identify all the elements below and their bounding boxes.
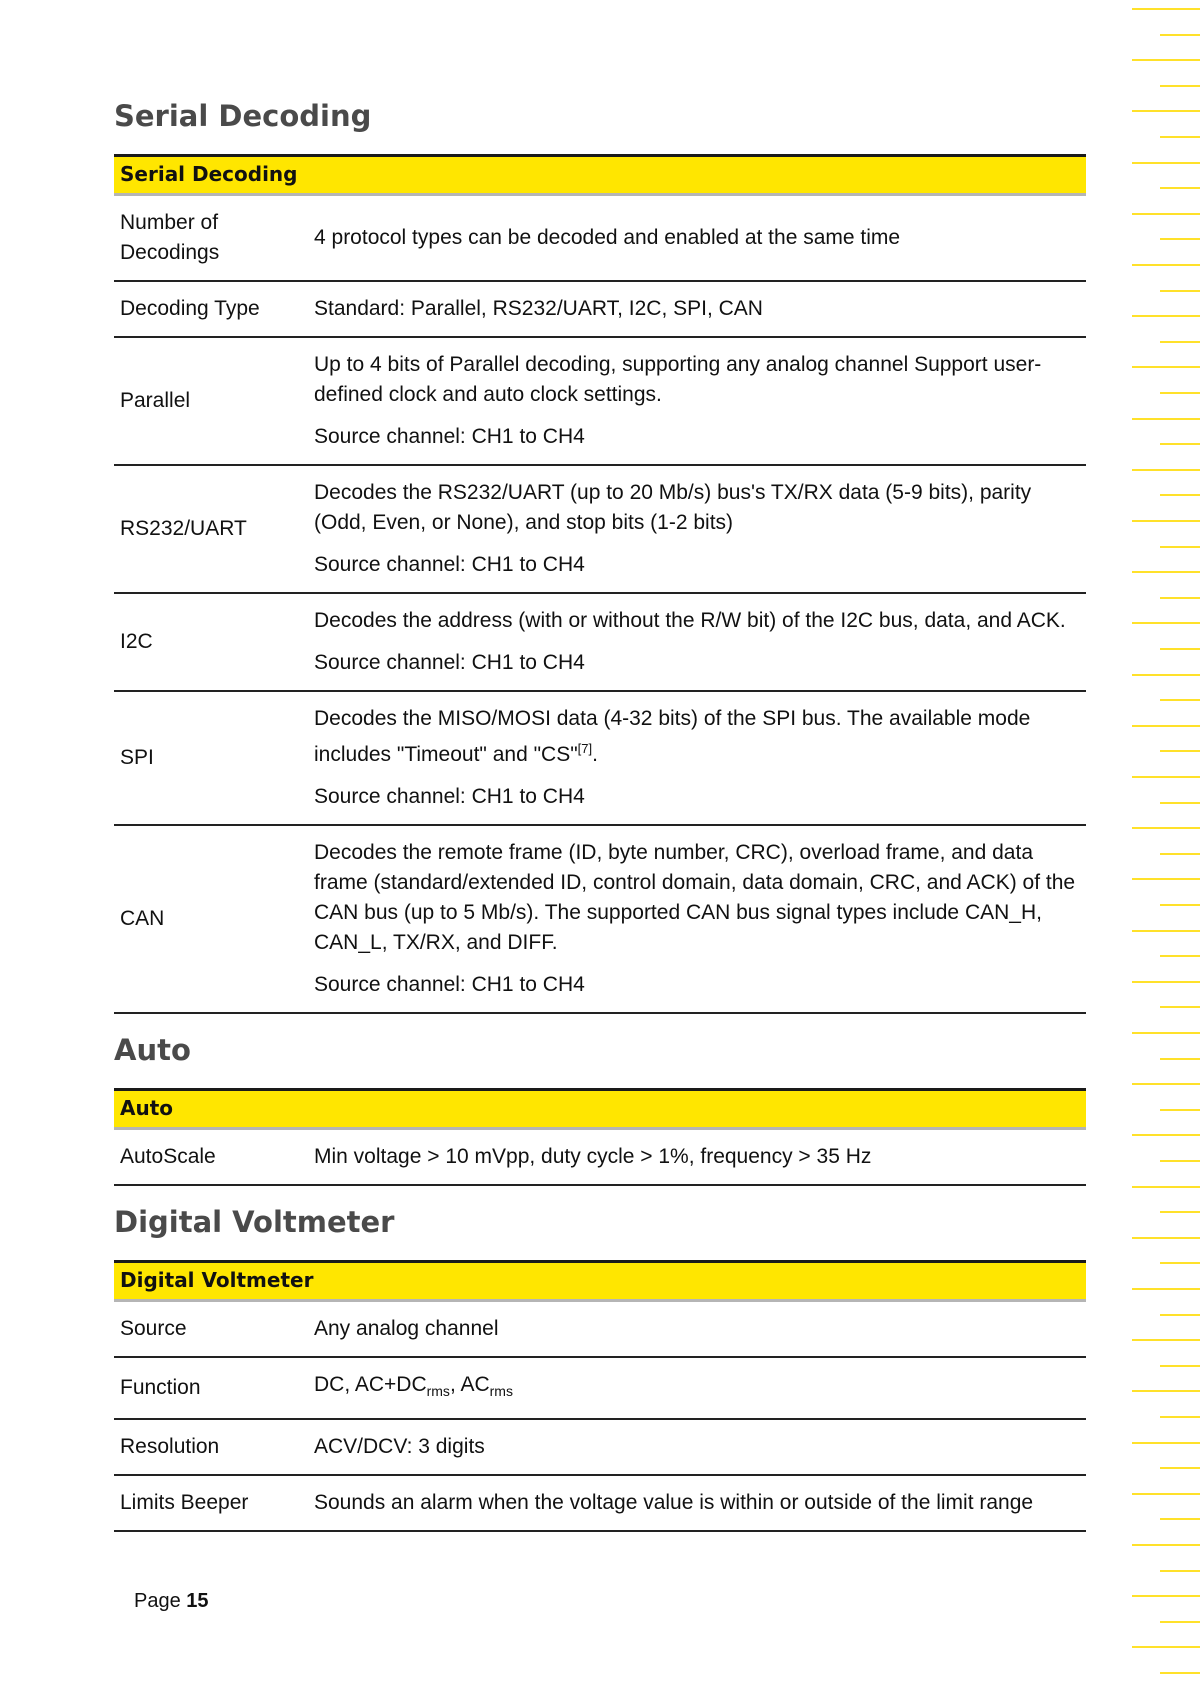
ruler-tick [1160, 1467, 1200, 1469]
ruler-tick [1132, 776, 1200, 778]
ruler-tick [1160, 443, 1200, 445]
ruler-tick [1160, 85, 1200, 87]
table-row [114, 1129, 1086, 1186]
value-paragraph [314, 970, 1080, 1000]
value-paragraph [314, 606, 1080, 636]
ruler-tick [1160, 904, 1200, 906]
value-text: Decodes the address (with or without the R/W bit) of the I2C bus, data, and ACK. [314, 609, 1066, 632]
value-paragraph [314, 478, 1080, 538]
value-text: 4 protocol types can be decoded and enabled at the same time [314, 226, 901, 249]
table-header: Auto [114, 1090, 1086, 1129]
table-row [114, 1419, 1086, 1475]
page-label: Page [134, 1590, 181, 1612]
table-row [114, 1301, 1086, 1358]
footnote-ref: [7] [577, 741, 593, 756]
ruler-tick [1160, 1365, 1200, 1367]
value-text: ACV/DCV: 3 digits [314, 1435, 485, 1459]
ruler-tick [1132, 1339, 1200, 1341]
section-title: Digital Voltmeter [114, 1205, 395, 1239]
ruler-tick [1160, 1058, 1200, 1060]
value-text: Sounds an alarm when the voltage value is within or outside of the limit range [314, 1491, 1034, 1515]
subscript: rms [426, 1383, 450, 1400]
ruler-tick [1132, 1237, 1200, 1239]
ruler-tick [1160, 494, 1200, 496]
spec-table [114, 1260, 1086, 1532]
row-label: Function [114, 1357, 308, 1419]
ruler-tick [1160, 187, 1200, 189]
table-header: Serial Decoding [114, 156, 1086, 195]
value-paragraph [314, 550, 1080, 580]
ruler-tick [1132, 8, 1200, 10]
value-paragraph [314, 1488, 1080, 1518]
ruler-tick [1160, 341, 1200, 343]
ruler-tick [1132, 469, 1200, 471]
ruler-tick [1132, 1646, 1200, 1648]
row-value [308, 691, 1086, 825]
value-text: Min voltage > 10 mVpp, duty cycle > 1%, frequency > 35 Hz [314, 1145, 872, 1168]
ruler-tick [1160, 1160, 1200, 1162]
value-paragraph [314, 350, 1080, 410]
ruler-tick [1160, 1518, 1200, 1520]
row-label: CAN [114, 825, 308, 1013]
row-value [308, 1129, 1086, 1186]
row-value [308, 195, 1086, 282]
table-header: Digital Voltmeter [114, 1262, 1086, 1301]
row-label: I2C [114, 593, 308, 691]
ruler-tick [1132, 981, 1200, 983]
table-row [114, 337, 1086, 465]
ruler-tick [1132, 213, 1200, 215]
value-paragraph [314, 648, 1080, 678]
ruler-tick [1132, 315, 1200, 317]
table-row [114, 1357, 1086, 1419]
value-paragraph [314, 294, 1080, 324]
ruler-tick [1160, 802, 1200, 804]
row-label: Limits Beeper [114, 1475, 308, 1531]
ruler-tick [1132, 1544, 1200, 1546]
ruler-tick [1160, 648, 1200, 650]
ruler-tick [1132, 1083, 1200, 1085]
value-text: Decodes the remote frame (ID, byte number, CRC), overload frame, and data frame (standard/extended ID, control domain, data domain, CRC, and ACK) of the CAN bus (up to 5 Mb/s). The supported CAN bus signal types include CAN_H, CAN_L, TX/RX, and DIFF. [314, 841, 1076, 954]
ruler-tick [1160, 597, 1200, 599]
ruler-tick [1160, 1621, 1200, 1623]
row-value [308, 465, 1086, 593]
ruler-tick [1132, 110, 1200, 112]
row-label: AutoScale [114, 1129, 308, 1186]
ruler-tick [1160, 1314, 1200, 1316]
ruler-tick [1132, 930, 1200, 932]
ruler-tick [1160, 955, 1200, 957]
value-paragraph [314, 1314, 1080, 1344]
ruler-tick [1132, 1134, 1200, 1136]
ruler-tick [1132, 1186, 1200, 1188]
row-value [308, 825, 1086, 1013]
table-row [114, 281, 1086, 337]
row-label: Source [114, 1301, 308, 1358]
value-paragraph [314, 1432, 1080, 1462]
table-row [114, 195, 1086, 282]
ruler-tick [1160, 750, 1200, 752]
value-text: Source channel: CH1 to CH4 [314, 973, 585, 996]
decorative-side-ruler [1132, 0, 1200, 1697]
ruler-tick [1160, 238, 1200, 240]
row-value [308, 1357, 1086, 1419]
ruler-tick [1132, 366, 1200, 368]
row-value [308, 593, 1086, 691]
row-label: Number of Decodings [114, 195, 308, 282]
row-value [308, 1475, 1086, 1531]
ruler-tick [1160, 136, 1200, 138]
table-row [114, 1475, 1086, 1531]
ruler-tick [1132, 674, 1200, 676]
value-text: Source channel: CH1 to CH4 [314, 785, 585, 808]
section-auto [114, 1032, 1086, 1186]
row-label: SPI [114, 691, 308, 825]
row-label: RS232/UART [114, 465, 308, 593]
row-value [308, 337, 1086, 465]
value-text: Source channel: CH1 to CH4 [314, 651, 585, 674]
ruler-tick [1160, 1570, 1200, 1572]
ruler-tick [1160, 1416, 1200, 1418]
ruler-tick [1132, 827, 1200, 829]
value-text: Source channel: CH1 to CH4 [314, 553, 585, 576]
spec-table [114, 154, 1086, 1014]
ruler-tick [1132, 1493, 1200, 1495]
ruler-tick [1132, 878, 1200, 880]
ruler-tick [1132, 59, 1200, 61]
row-value [308, 281, 1086, 337]
value-paragraph: Decodes the MISO/MOSI data (4-32 bits) of the SPI bus. The available mode includes "Timeout" and "CS"[7]. [314, 707, 1031, 766]
row-value [308, 1301, 1086, 1358]
value-paragraph [314, 782, 1080, 812]
spec-table [114, 1088, 1086, 1186]
ruler-tick [1160, 290, 1200, 292]
ruler-tick [1132, 1595, 1200, 1597]
document-body [114, 98, 1086, 1550]
ruler-tick [1160, 699, 1200, 701]
ruler-tick [1160, 1006, 1200, 1008]
ruler-tick [1160, 1262, 1200, 1264]
row-label: Parallel [114, 337, 308, 465]
ruler-tick [1160, 853, 1200, 855]
ruler-tick [1160, 1109, 1200, 1111]
ruler-tick [1132, 622, 1200, 624]
row-label: Decoding Type [114, 281, 308, 337]
value-paragraph [314, 1142, 1080, 1172]
value-text: Source channel: CH1 to CH4 [314, 425, 585, 448]
ruler-tick [1132, 571, 1200, 573]
value-paragraph [314, 838, 1080, 958]
section-title: Serial Decoding [114, 99, 372, 133]
value-paragraph [314, 422, 1080, 452]
section-title: Auto [114, 1033, 191, 1067]
function-text: DC, AC+DC [314, 1373, 427, 1396]
section-digital-voltmeter [114, 1204, 1086, 1532]
ruler-tick [1160, 546, 1200, 548]
table-row [114, 825, 1086, 1013]
ruler-tick [1132, 1032, 1200, 1034]
ruler-tick [1132, 418, 1200, 420]
table-row [114, 465, 1086, 593]
ruler-tick [1132, 162, 1200, 164]
ruler-tick [1132, 264, 1200, 266]
ruler-tick [1132, 1288, 1200, 1290]
function-text: , AC [449, 1373, 490, 1396]
row-label: Resolution [114, 1419, 308, 1475]
subscript: rms [489, 1383, 513, 1400]
ruler-tick [1160, 392, 1200, 394]
ruler-tick [1132, 725, 1200, 727]
value-text: Up to 4 bits of Parallel decoding, supporting any analog channel Support user-defined clock and auto clock settings. [314, 353, 1042, 406]
page-footer [134, 1590, 209, 1613]
value-text: Decodes the MISO/MOSI data (4-32 bits) of the SPI bus. The available mode includes "Timeout" and "CS" [314, 707, 1031, 766]
table-row [114, 593, 1086, 691]
value-paragraph [314, 223, 1080, 253]
value-text: Any analog channel [314, 1317, 499, 1340]
table-row [114, 691, 1086, 825]
ruler-tick [1132, 1390, 1200, 1392]
ruler-tick [1132, 1442, 1200, 1444]
value-text: Standard: Parallel, RS232/UART, I2C, SPI, CAN [314, 297, 763, 320]
ruler-tick [1160, 1211, 1200, 1213]
ruler-tick [1160, 34, 1200, 36]
ruler-tick [1160, 1672, 1200, 1674]
value-text: Decodes the RS232/UART (up to 20 Mb/s) bus's TX/RX data (5-9 bits), parity (Odd, Even, or None), and stop bits (1-2 bits) [314, 481, 1032, 534]
page-number: 15 [186, 1590, 209, 1612]
row-value [308, 1419, 1086, 1475]
section-serial-decoding [114, 98, 1086, 1014]
ruler-tick [1132, 520, 1200, 522]
